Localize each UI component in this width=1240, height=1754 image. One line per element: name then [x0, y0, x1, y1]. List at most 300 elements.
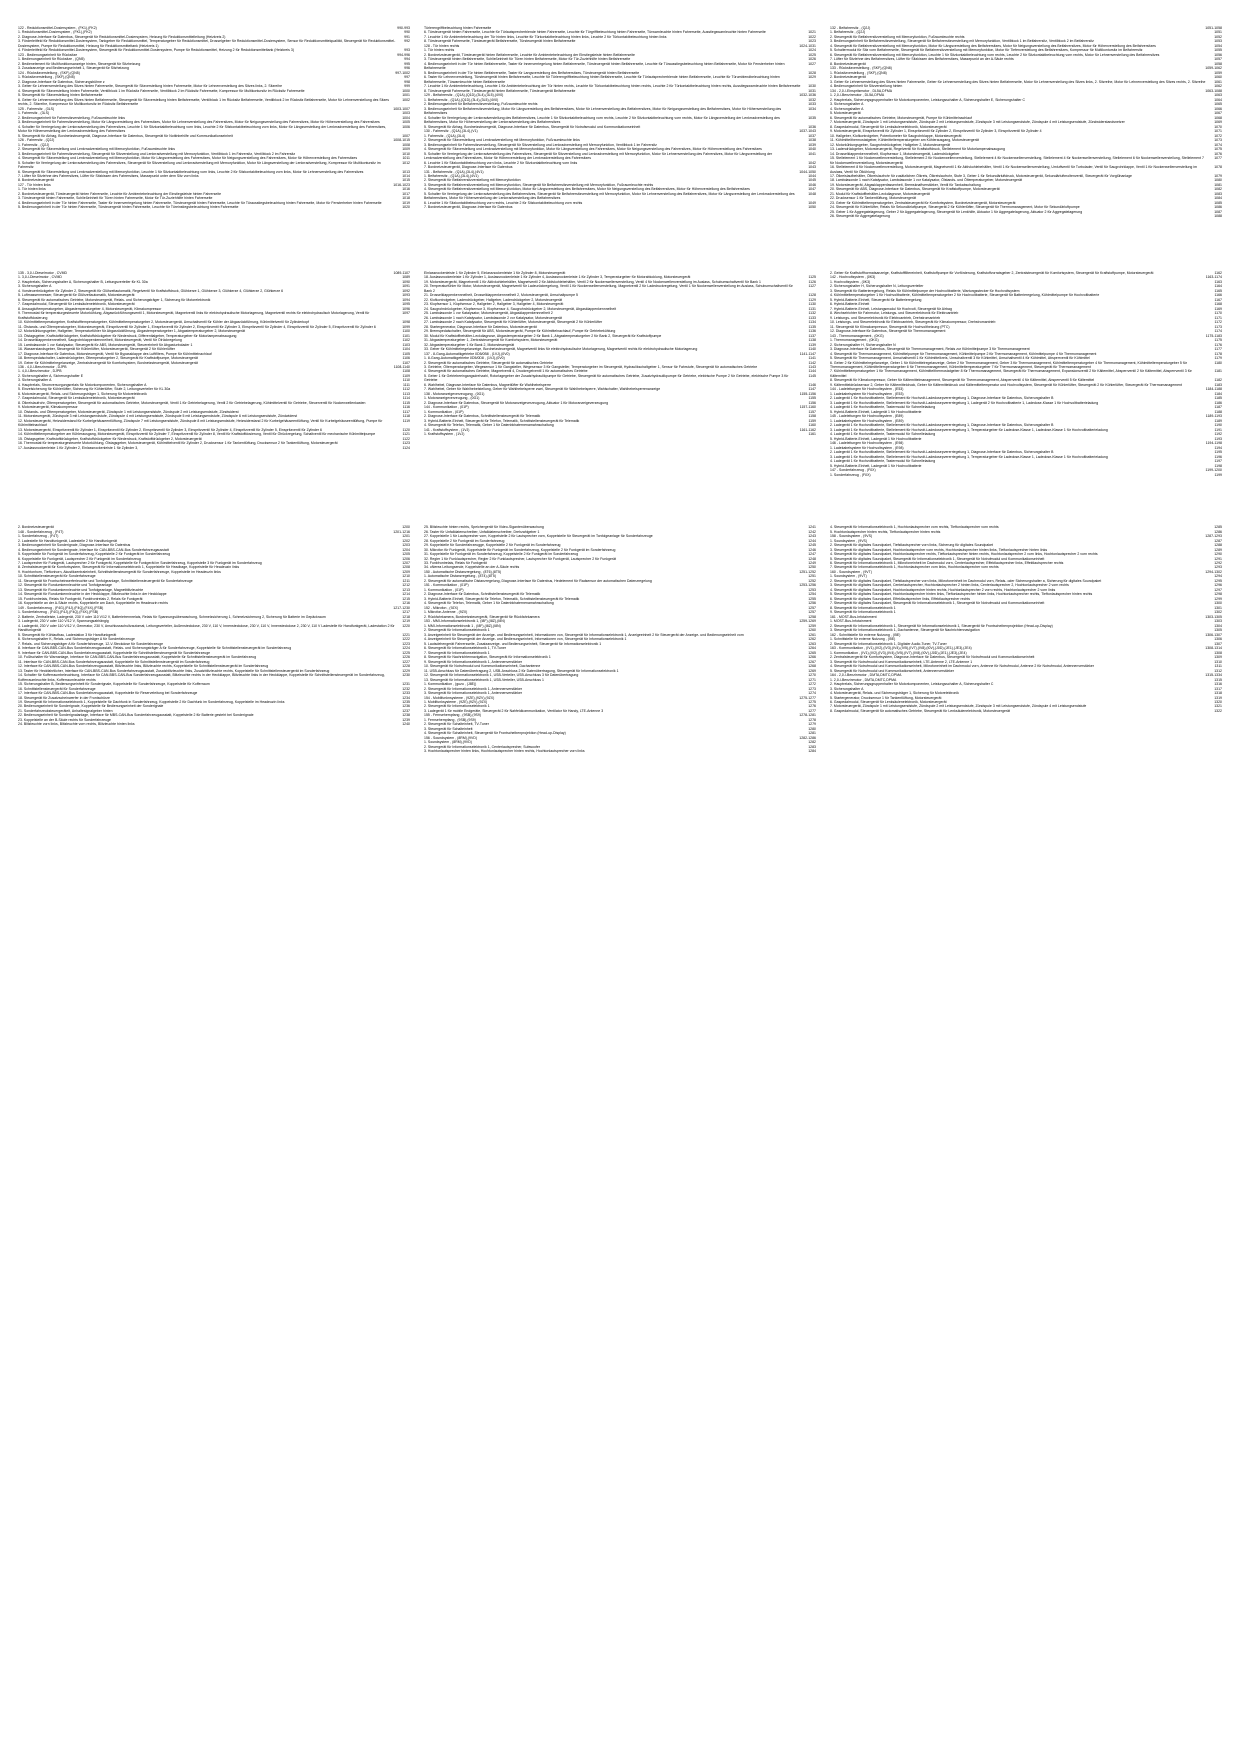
catalog-entry-page-number: 1277 — [808, 708, 816, 713]
catalog-entry-page-number: 1306 — [1214, 637, 1222, 642]
catalog-entry-label: 1. Hochvoltsystem , (0K3) — [830, 279, 871, 284]
catalog-entry-page-number: 1294 — [1214, 574, 1222, 579]
catalog-entry-label: 8. Interface für CAN-BBS-CAN-Bus Sonderfahrzeugausstatt, Relais- und Sicherungsträger A für Sonderfahrzeuge, Koppelstelle für Schnittstellensteuergerät im Sonderfahrzeug — [18, 646, 292, 651]
catalog-entry-label: 3. Steuergerät für Informationselektronik 1, Dachantenne, Steuergerät für Nachrichtennavigation — [830, 628, 980, 633]
catalog-entry-label: 2. Ladegerät 1 für Hochvoltbatterie, Stellelement für Hochvolt-Ladedosepvererriegelung 1, Diagnose-Interface für Datenbus, Sicherungshalter B — [830, 423, 1054, 428]
catalog-entry-label: 15. Lambdasonde 1 vor Katalysator, Steuergerät für ABS, Motorsteuergerät, Steuereinheit für Abgasturbolader 1 — [18, 342, 193, 347]
catalog-entry-label: 3. Steuergerät für Batterieregelung, Relais für Kühlmittelpumpe der Hochvoltbatterie, Wartungsstecker für Hochvoltsystem — [830, 288, 1020, 293]
catalog-entry-page-number: 1234 — [402, 695, 410, 700]
catalog-entry-page-number: 1016 — [402, 187, 410, 192]
catalog-entry-label: 3. Zusatzanzeige und Bedienungseinheit 1, Steuergerät für Sitzheizung — [18, 66, 129, 71]
catalog-entry-page-number: 1186 — [1214, 400, 1222, 405]
catalog-entry-page-number: 994 — [404, 57, 410, 62]
catalog-entry-label: 4. Steuergerät für Informationselektronik 1, Hochtonlautsprecher vorn rechts, Tieftonlautsprecher vorn rechts — [830, 525, 999, 530]
catalog-entry-page-number: 1165 — [1214, 288, 1222, 293]
catalog-entry-label: 8. Ansaugluftemperaturgeber, Abgastemperaturgeber 4, Motorsteuergerät, Klimakompressor — [18, 306, 162, 311]
catalog-entry-label: 5. Koppelstelle für Funkgerät im Sonderfahrzeug, Koppelstelle 2 für Funkgerät im Sonderfahrzeug — [18, 552, 171, 557]
catalog-entry-label: 5. Steuergerät für Notrufmodul und Kommunikationseinheit, Antennenverstärker — [830, 668, 954, 673]
catalog-entry-page-number: 1164 — [1214, 284, 1222, 289]
catalog-entry-label: 2. Bedienungseinheit für Beifahrersitzverstellung, Fußraumleuchte rechts — [424, 102, 538, 107]
catalog-entry-label: 3. Steuergerät für Beifahrersitzverstellung mit Memoryfunktion, Steuergerät für Beifahrersitzverstellung mit Memoryfunktion, Fußraumleuchte rechts — [424, 182, 654, 187]
catalog-entry-page-number: 1264 — [808, 646, 816, 651]
catalog-entry-label: 1. Thermomanagement , (0KG) — [830, 338, 879, 343]
catalog-entry-page-number: 1189 — [1214, 418, 1222, 423]
catalog-entry-label: 10. Fußtschalter für Warnanlage, Interface für CAN-BBS-CAN-Bus Sonderfahrzeugausstatt, Koppelstelle für Schnittstellensteuergerät im Sonderfahrzeug — [18, 655, 257, 660]
catalog-entry — [424, 205, 816, 209]
catalog-entry-page-number: 1007 — [402, 133, 410, 138]
catalog-entry-label: 4. Förderleitfeld für Reduktionsmittel-Dosiersystem, Steuergerät für Reduktionsmittel-Dosiersystem, Pumpe für Reduktionsmittel, Heizung 2 für Reduktionsmitteltank (Heizkreis 3) — [18, 48, 295, 53]
catalog-entry-page-number: 1125 — [808, 275, 816, 280]
catalog-entry-page-number: 1202 — [402, 538, 410, 543]
catalog-entry-label: 16. Schnittstellensteuergerät für Sonderfahrzeuge — [18, 686, 96, 691]
catalog-entry-label: 1. 3,0-l-Dieselmotor , CVMD — [18, 275, 62, 280]
catalog-entry-page-number: 1302 — [1214, 610, 1222, 615]
catalog-entry-label: 12. Interface für CAN-BBS-CAN-Bus Sonderfahrzeugausstatt, Blitzleuchte links, Blitzleuchte rechts, Koppelstelle für Schnittstellensteuergerät im Sonderfahrzeug — [18, 664, 269, 669]
catalog-entry-label: 3. Bedienungseinheit für Beifahrersitzverstellung, Steuergerät für Beifahrersitzverstellung mit Memoryfunktion, Ventilblock 1 im Beifahrersitz, Ventilblock 2 im Beifahrersitz — [830, 39, 1094, 44]
catalog-entry-label: 15. Funkfrontrelais, Relais für Funkgerät, Funkfrontrelais 2, Relais für Funkgerät — [18, 596, 143, 601]
catalog-entry-label: 31. Abgastemperaturgeber 1, Zentralsteuergerät für Komfortsystem, Motorsteuergerät — [424, 338, 558, 343]
catalog-entry-page-number: 1262 — [808, 637, 816, 642]
band-3-column-2 — [424, 525, 816, 754]
catalog-entry-label: 6. Steuergerät für Informationselektronik 1, Mikrofoneinheit im Dachmodul vorn, Centerlautsprecher, Effektlautsprecher links, Effektlautsprecher rechts — [830, 560, 1064, 565]
catalog-entry-label: 2. Steuergerät für Informationselektronik 1, Centerlautsprecher, Subwoofer — [424, 744, 541, 749]
catalog-entry-label: 4. Steuergerät für digitales Soundpaket, Hochtonlautsprecher hinten rechts, Hochtonlautsprecher 2 vorn rechts, Hochtonlautsprecher 2 vorn links — [830, 587, 1056, 592]
catalog-entry-label: 5. Motorsteuergerät — [830, 111, 861, 116]
catalog-entry-label: 4. Steuergerät für Sitzverstellung und Lenkrradverstellung mit Memoryfunktion, Motor für Längsverstellung des Fahrersitzes, Motor für Neigungsverstellung des Fahrersitzes, Motor für Höhenverstellung des Fahrersitzes — [18, 156, 358, 161]
catalog-entry-page-number: 1146 — [808, 382, 816, 387]
catalog-entry-label: 9. Steuergerät für Informationselektronik 1 — [830, 610, 896, 615]
catalog-entry-label: 1. Kommunikation , (01P) — [424, 409, 464, 414]
catalog-entry-label: 14. Drosselklappenkennnelheit, Saugrohrklappenkennnelheit, Motorsteuergerät, Ventil für Ölrückregelung — [18, 338, 182, 343]
catalog-entry-label: 3. Sicherungshalter A — [830, 686, 864, 691]
catalog-entry-page-number: 1238 — [402, 713, 410, 718]
catalog-entry-page-number: 1180 — [1214, 360, 1222, 365]
catalog-entry-page-number: 1068 — [1214, 115, 1222, 120]
catalog-entry-label: 8. Gaspedalmodul, Steuergerät für automatisches Getriebe, Steuergerät für Lenksäulenelektronik, Motorsteuergerät — [830, 708, 1011, 713]
catalog-entry-label: 10. Schnittstellensteuergerät für Sonderfahrzeuge — [18, 574, 96, 579]
catalog-entry-page-number: 1258 — [808, 614, 816, 619]
catalog-entry-page-number: 1315 — [1214, 677, 1222, 682]
catalog-entry-label: 132 - Beifahrersitz , (Q2J) — [830, 26, 871, 30]
catalog-entry-label: 135 - 3,0-l-Dieselmotor , CVMD — [18, 270, 67, 275]
catalog-entry-label: 144 - Ladeleitungen für Hochvoltsystem , (E53) — [830, 387, 904, 392]
catalog-entry-label: 4. Steuergerät für Telefon, Telematik, Geber 1 für Datenbkhaternenamahnschaltung — [424, 423, 554, 428]
catalog-entry — [18, 311, 410, 320]
catalog-entry-page-number: 1293 — [1214, 565, 1222, 570]
catalog-entry-label: 25. Lambdasonde 1 vor Katalysator, Motorsteuergerät, Abgasklappenkennnelheit 2 — [424, 311, 553, 316]
catalog-entry-page-number: 1141 — [808, 356, 816, 361]
catalog-entry-label: 22. Drucksensor 1 für Tankentlüftung, Motorsteuergerät — [830, 196, 917, 201]
catalog-entry-label: 141 - Kraftstoffsystem , (1VJ) — [424, 427, 470, 432]
catalog-entry-page-number: 1114 — [402, 396, 410, 401]
catalog-entry-page-number: 1183 — [1214, 382, 1222, 387]
catalog-entry-label: 23. Klopfsensor 1, Klopfsensor 2, Hallgeber 2, Hallgeber 3, Hallgeber 4, Motorsteuergerät — [424, 302, 564, 307]
catalog-entry-page-number: 998 — [404, 79, 410, 84]
catalog-entry-page-number: 1232 — [402, 686, 410, 691]
catalog-entry-page-number: 1187 — [1214, 405, 1222, 410]
catalog-entry-label: 7. Lüfter für Sitzlehne des Fahrersitzes, Lüfter für Sitzkissen des Fahrersitzes, Massepunkt unter dem Sitz vorn links — [18, 173, 199, 178]
catalog-entry — [18, 673, 410, 682]
catalog-entry-label: 1. Sonderfahrzeug , (F0X) — [830, 472, 871, 477]
catalog-entry-page-number: 1278-1281 — [799, 713, 816, 718]
catalog-entry-label: 9. Hochtonhorn, Tieftonhorn, Akustikzentraleinheit, Schnittstellensteuergerät für Sonderfahrzeuge, Koppelstelle im Headeuzin links — [18, 569, 221, 574]
catalog-entry-label: 5. Steuergerät für digitales Soundpaket, Hochtonlautsprecher hinten links, Tieftonlautsprecher hinten links, Hochtonlautsprecher rechts, Tieftonlautsprecher hinten rechts — [830, 592, 1093, 597]
catalog-entry-page-number: 1212 — [402, 583, 410, 588]
catalog-entry-label: 6. Motorsteuergerät, Relais- und Sicherungsträger 1, Sicherung für Motorelektronik — [18, 391, 147, 396]
catalog-entry-label: 4. Steuergerät für Sitzverstellung hinten Fahrerseite, Ventilblock 1 im Rücksitz Fahrerseite, Ventilblock 2 im Rücksitz Fahrerseite, Kompressor für Multikontursitz im Rücksitz Fahrerseite — [18, 88, 305, 93]
catalog-entry-page-number: 1251-1252 — [799, 569, 816, 574]
catalog-entry-label: 6. Wahlhebel, Diagnose-Interface für Datenbus, Magnetlüfter für Wahlhebelsperre — [424, 382, 552, 387]
catalog-entry-label: 1. Tür hinten links — [18, 187, 46, 192]
catalog-entry-label: 30. Modul für Kraftstoffbehälter-Leckdiagnose, Abgastemperaturgeber 2 für Bank 1, Abgastemperaturgeber 2 für Bank 2, Steuergerät für Kraftstoffpumpe — [424, 333, 662, 338]
catalog-entry-label: 2. Steuergerät für Informationselektronik 1, Steuergerät für Informationselektronik 1, Steuergerät für Frontscheibenprojektion (Head-up-Display) — [830, 623, 1053, 628]
catalog-entry-page-number: 1174 — [1214, 329, 1222, 334]
catalog-entry-label: 4. Sicherungshalter A — [830, 106, 864, 111]
catalog-entry-label: 2. Ladegerät 1 für Hochvoltbatterie, Stellelement für Hochvolt-Ladedosepvererriegelung 1, Diagnose-Interface für Datenbus, Sicherungshalter B — [830, 396, 1054, 401]
catalog-entry-page-number: 1075 — [1214, 147, 1222, 152]
catalog-entry-page-number: 1253-1256 — [799, 583, 816, 588]
catalog-entry-label: 2. Bordnetzsteuergerät — [830, 75, 866, 80]
catalog-entry — [18, 161, 410, 170]
catalog-entry-page-number: 1226 — [402, 655, 410, 660]
catalog-entry-page-number: 1096 — [402, 306, 410, 311]
catalog-entry-page-number: 990-993 — [397, 26, 410, 30]
catalog-entry-label: 7. Leuchte 1 für Ambientebeleuchtung der Tür hinten links, Leuchte für Türkontaktbeleuchtung hinten links, Leuchte 2 für Türkontaktbeleuchtung hinten links — [424, 34, 667, 39]
catalog-entry-page-number: 1315-1334 — [1205, 673, 1222, 678]
catalog-entry-label: 3. Steuergerät für digitales Soundpaket, Hochtonlautsprecher vorn rechts, Hochtonlautsprecher hinten links, Tieftonlautsprecher hinten links — [830, 547, 1048, 552]
catalog-entry-page-number: 1099 — [402, 324, 410, 329]
catalog-entry-page-number: 1112 — [402, 387, 410, 392]
catalog-entry-page-number: 1271 — [808, 677, 816, 682]
catalog-entry-label: 6. Steuergerät für Informationselektronik 1, TV-Tuner — [424, 646, 507, 651]
band-2-column-3 — [830, 271, 1222, 477]
catalog-entry-label: 137 - 8-Gang-Automatikgetriebe 0D5/0B8 , (1VJ),(0V0) — [424, 351, 510, 356]
catalog-entry-page-number: 1019 — [402, 200, 410, 205]
catalog-entry-page-number: 1311 — [1214, 664, 1222, 669]
catalog-entry-label: 7. Gaspedalmodul, Steuergerät für Lenksäulenelektronik, Motorsteuergerät — [18, 302, 135, 307]
catalog-entry-page-number: 1184-1188 — [1205, 387, 1222, 392]
catalog-entry-page-number: 1031 — [808, 88, 816, 93]
catalog-entry-label: 14. Drosselklappenkennnelheit, Klopfsensor 1, Motorsteuergerät, Ladendrückgeber — [830, 151, 960, 156]
catalog-entry-page-number: 1272 — [808, 682, 816, 687]
catalog-entry-label: 28. Startergenerator, Diagnose-Interface für Datenbus, Motorsteuergerät — [424, 324, 537, 329]
catalog-entry-label: 154 - Mobilfunknsysteme , (9ZE),(9ZV),(9ZX) — [424, 695, 495, 700]
catalog-entry-label: 3. Getriebe, Öltemperaturgeber, Wegesensor 1 für Gangsteller, Wegesensor 3 für Gangsteller, Temperaturgeber im Steuergerät, Hydraulikschaltgeber 1, Sensor für Fahrstufe, Steuergerät für automatisches Getriebe — [424, 365, 758, 369]
catalog-entry-label: 12. Steuergerät für Rundumkennleuchte und Tonfolgeanlage — [18, 583, 112, 588]
catalog-entry-label: 2. Steuergerät für Beifahrersitzverstellung mit Memoryfunktion, Fußraumleuchte rechts — [830, 34, 965, 39]
catalog-entry-label: Einlassnockenleiste 1 für Zylinder 5, Einlassnockenleiste 1 für Zylinder 8, Motorsteuergerät — [424, 270, 566, 275]
catalog-entry-page-number: 1106 — [402, 356, 410, 361]
catalog-entry-label: 3. Sicherungshalter A — [18, 284, 52, 289]
catalog-entry-label: 6. Steuergerät für automatisches Getriebe, Motorsteuergerät, Relais- und Sicherungsträger 1, Sicherung für Motorelektronik — [18, 297, 211, 302]
catalog-entry-label: 2. Sicherungshalter H, Sicherungshalter N, Leitungsverteiler — [830, 284, 924, 289]
catalog-entry — [830, 214, 1222, 218]
catalog-entry-label: 2. Steuergerät für automatisches Getriebe, Steuergerät für automatisches Getriebe — [424, 360, 553, 365]
catalog-entry-page-number: 1034 — [808, 106, 816, 111]
catalog-entry-page-number: 1126 — [808, 279, 816, 284]
catalog-entry-label: 14. Steuergerät für Rundumkennleuchte in der Heckklappe, Blitzleuchte links in der Heckklappe — [18, 592, 167, 597]
catalog-entry-page-number: 1185 — [1214, 396, 1222, 401]
catalog-entry-label: 17. Ölkreislaufbehälter, Ölkreislaufrohr für zusätzlichen Ölkreis, Ölkreislaufrohr, Stufe 3, Geber 1 für Sekundärluftdruck, Motorsteuergerät, Sekundärluftmoltenventil, Steuergerät für Vorglühanlage — [830, 173, 1132, 178]
catalog-entry-label: 1. Fernsehempfang , (9SB),(9S9) — [424, 717, 476, 722]
band-3 — [18, 525, 1222, 754]
catalog-entry-label: 143 - Thermomanagement , (0KG) — [830, 333, 884, 338]
catalog-entry-label: 10. Ölstands- und Öltemperaturgeber, Motorsteuergerät, Zündspule 1 mit Leistungsendstufe, Zündspule 2 mit Leistungsendstufe, Zündwiderst — [18, 409, 239, 414]
catalog-entry-label: 12. Motorkühlungsgeber, Hallgeber, Temperaturfühler für Abgasrückführung, Abgastemperaturgeber 1, Abgastemperaturgeber 2, Motorsteuergerät — [18, 329, 246, 334]
catalog-entry-label: 1. Rücksitzverstellung , (SKF),(QN5) — [18, 75, 75, 80]
catalog-entry-label: 124 - Rücksitzverstellung , (SKF),(QN5) — [18, 70, 80, 75]
catalog-entry-label: 146 - Ladeleitungen für Hochvoltsystem , (E98) — [830, 441, 904, 446]
catalog-entry-page-number: 1047 — [808, 187, 816, 192]
catalog-entry-page-number: 1276 — [808, 704, 816, 709]
catalog-entry-page-number: 1079 — [1214, 173, 1222, 178]
catalog-entry — [424, 374, 816, 383]
catalog-entry-page-number: 1102 — [402, 338, 410, 343]
catalog-entry-page-number: 997-1002 — [395, 70, 410, 75]
catalog-entry-label: 2. Diagnose-Interface für Datenbus, Schnittstellensteuergerät für Telematik — [424, 414, 541, 419]
catalog-entry-label: 4. Steuergerät für digitales Soundpaket, Hochtonlautsprecher rechts, Tieftonlautsprecher hinten rechts, Hochtonlautsprecher 2 vorn links, Hochtonlautsprecher 2 vorn rechts — [830, 552, 1098, 557]
catalog-entry-label: 4. Bedienungseinheit für Sitzverstellung hinten — [830, 84, 903, 89]
catalog-entry-label: 125 - Fahrersitz , (3LS) — [18, 106, 55, 111]
catalog-entry-page-number: 1253 — [808, 587, 816, 592]
catalog-entry-page-number: 1147 — [808, 387, 816, 392]
catalog-entry-page-number: 1116 — [402, 405, 410, 410]
catalog-entry-label: 7. Motorsteuergerät, Zündspule 1 mit Leistungsendstufe, Zündspule 2 mit Leistungsendstufe, Zündspule 3 mit Leistungsendstufe, Zündspule 4 mit Leistungsendstufe, Zündwiderstandsnetzer — [830, 120, 1125, 125]
catalog-entry — [424, 749, 816, 753]
catalog-entry-page-number: 1011 — [402, 156, 410, 161]
catalog-entry-label: 2. Steuergerät für Sitzverstellung und Lenkradverstellung mit Memoryfunktion, Fußraumleuchte links — [424, 138, 580, 143]
catalog-entry-label: 1. Fahrersitz , (Q2J) — [18, 142, 50, 147]
catalog-entry-label: 1. Fahrersitz , (Q1A),(3L4) — [424, 133, 466, 138]
catalog-entry-label: 5. Hybrid-Batterie-Einheit, Ladegerät 1 für Hochvoltbatterie — [830, 463, 922, 468]
catalog-entry-page-number: 1163-1174 — [1205, 275, 1222, 280]
catalog-entry-label: 9. Leistungs- und Steuerelektronik für Elektroantrieb, Drehstromantrieb — [830, 315, 941, 320]
catalog-entry-page-number: 1030 — [808, 84, 816, 89]
catalog-entry-label: 11. Interface für CAN-BBS-CAN-Bus Sonderfahrzeugausstatt, Koppelstelle für Schnittstellensteuergerät im Sonderfahrzeug — [18, 659, 210, 664]
catalog-entry-label: 33. Funkfrontrelais, Relais für Funkgerät — [424, 560, 487, 565]
catalog-entry-page-number: 1089 — [402, 275, 410, 280]
catalog-entry-page-number: 1108 — [402, 369, 410, 374]
catalog-entry-label: 8. Wechselrichter für Fahrmotor, Leistungs- und Steuerelektronik für Elektroantrieb — [830, 311, 959, 316]
catalog-entry-label: 16. Stellelement 8 für Nockenwellenverstellung, Motorsteuergerät, Magnetventil 1 für Aktivkohlebehälter, Ventil 1 für Nockenwellenverstellung, Umluftventil für Turbolader, Ventil für Saugrohrklappe, Ventil 1 für Nockenwellenverstellung im Auslass, Ventil für Ölkühlung — [830, 165, 1198, 174]
catalog-entry-page-number: 1208 — [402, 565, 410, 570]
catalog-entry-label: 147 - Sonderfahrzeug , (F0X) — [830, 468, 876, 473]
catalog-entry-page-number: 1197 — [1214, 459, 1222, 464]
catalog-entry-label: 5. Luftmassenmesser, Steuergerät für Glühzeitautomatik, Motorsteuergerät — [18, 293, 135, 298]
catalog-entry-page-number: 1177 — [1214, 347, 1222, 352]
catalog-entry-label: 24. Blitzleuchte vorn links, Blitzleuchte vorn rechts, Blitzleuchte hinten links — [18, 722, 135, 727]
catalog-entry-page-number: 1091 — [402, 284, 410, 289]
catalog-entry-page-number: 1155-1156 — [799, 391, 816, 396]
catalog-entry-label: 2. Steuergerät für Informationselektronik 1, Digitaler Audio-Tuner, TV-Tuner — [830, 641, 947, 646]
catalog-entry-page-number: 1006 — [402, 124, 410, 129]
catalog-entry-page-number: 1223 — [402, 641, 410, 646]
catalog-entry-page-number: 1158 — [808, 414, 816, 419]
band-1-column-1 — [18, 26, 410, 210]
catalog-entry-label: 34. oNerea Leitungsende, Koppelstelle an der A-Säule rechts — [424, 565, 520, 570]
catalog-entry-label: 138 - Motoranzeigeverzeugung , (0G1) — [424, 391, 485, 396]
catalog-entry-page-number: 1201 — [402, 534, 410, 539]
catalog-entry-label: 4. Schalter für Verriegelung der Lenkrradverstellung des Fahrersitzes, Leuchte 1 für Sitzkontaktbeleuchtung vorn links, Leuchte 2 für Sitzkontaktbeleuchtung vorn links, Motor für Längsverstellung der Lenkrradverstellung des Fahrersitzes, Motor für Höhenverstellung der Lenkrradverstellung des Fahrersitzes — [18, 124, 387, 134]
catalog-entry-label: 8. Steuergerät für Informationselektronik 1 — [830, 605, 896, 610]
catalog-entry-label: 18. Auslassnockenleiste 1 für Zylinder 1, Auslassnockenleiste 1 für Zylinder 4, Auslassnockenleiste 1 für Zylinder 3, Temperaturgeber für Motorabkoklung, Motorsteuergerät — [424, 275, 691, 280]
catalog-entry-label: 1. 4,0-l-Benzinmotor , DJPB — [18, 369, 62, 374]
catalog-entry-page-number: 1260 — [808, 628, 816, 633]
catalog-entry-page-number: 1206 — [402, 556, 410, 561]
catalog-entry-label: 11. Steuergerät für Frontscheinwerferleuchte und Tonfolgeanlage, Schnittstellensteuergerät für Sonderfahrzeuge — [18, 578, 193, 583]
catalog-entry — [424, 62, 816, 71]
catalog-entry-label: 3. Steuergerät für digitales Soundpaket, Centerlautsprecher, Hochtonlautsprecher 2 hinten links, Centerlautsprecher 2, Hochtonlautsprecher 2 vorn rechts — [830, 583, 1069, 588]
band-separator-1 — [18, 219, 1222, 271]
catalog-entry-page-number: 1157 — [808, 409, 816, 414]
catalog-entry-page-number: 1097 — [402, 311, 410, 316]
catalog-entry-label: 11. Motorsteuergerät, Zündspule 3 mit Leistungsendstufe, Zündspule 4 mit Leistungsendstufe, Zündspule 5 mit Leistungsendstufe, Zündspule 6 mit Leistungsendstufe, Zündwiderst — [18, 414, 298, 419]
catalog-entry-label: 1. Sonderfahrzeug , (F4G),(F4J),(F4Q),(F4X),(FSB) — [18, 610, 99, 615]
catalog-entry-label: 21. Modul für Kraftstoffbehälter-Leckdiagnose, Motorsteuergerät — [830, 191, 930, 196]
catalog-entry-page-number: 1108-1140 — [393, 365, 410, 369]
catalog-entry-label: 1. Beifahrersitz , (Q2J) — [830, 30, 866, 35]
catalog-entry — [830, 361, 1222, 370]
catalog-entry-label: 7. Wahlhebel, Geber für Wahlhebelstellung, Geber für Wahlhebelsperre zwei, Steuergerät für Wahlhebelsperre, Wahlschalter, Wahlhebelsperrenanzeige — [424, 387, 661, 392]
catalog-entry-label: 1. Automatische Distanzregelung , (8T4),(8T5) — [424, 574, 497, 579]
catalog-entry-label: 4. Steuergerät für automatisches Getriebe, Magnetventil 4, Druckregelventil 1 für automatisches Getriebe — [424, 369, 588, 374]
catalog-entry-page-number: 1120 — [402, 427, 410, 432]
catalog-entry-page-number: 1029 — [808, 75, 816, 80]
catalog-entry-label: 4. Hauptrelais, Stromversorgungsrelais für Motorkomponenten, Sicherungshalter A — [18, 382, 147, 387]
catalog-entry-label: 13. Steuergerät für Rundumkennleuchte und Tonfolgeanlage, Magnetblitzleuchte — [18, 587, 144, 592]
catalog-entry-label: 153 - MMI-Informationselektronik 1, (I8F),(I8Z),(I8N) — [424, 619, 505, 624]
catalog-entry-label: 2. Bedienelement für Multifunktionsanzeige hinten, Steuergerät für Sitzheizung — [18, 61, 141, 66]
catalog-entry-label: 2. Sicherungshalter H, Sicherungshalter N — [830, 342, 896, 347]
catalog-entry-label: 7. Leuchte 1 für Ambientebeleuchtung, Leuchte 1 für Ambientebeleuchtung der Tür hinten rechts, Leuchte für Türkontaktbeleuchtung hinten rechts, Leuchte 2 für Türkontaktbeleuchtung hinten rechts, Ausstiegswarnleuchte hinten Beifahrerseite — [424, 84, 801, 89]
catalog-entry-label: 4. Ladegerät 1 für Hochvoltbatterie, Tastermodul für Schnelleladung — [830, 432, 936, 437]
catalog-entry-page-number: 1257 — [808, 610, 816, 615]
catalog-entry-label: 3. Bedienungseinheit für Fahrersitzverstellung, Steuergerät für Sitzverstellung und Lenkrradverstellung mit Memoryfunktion, Ventilblock 1 im Fahrersitz, Ventilblock 2 im Fahrersitz — [18, 151, 296, 156]
catalog-entry-page-number: 1142 — [808, 360, 816, 365]
catalog-entry — [424, 432, 816, 436]
catalog-entry — [424, 75, 816, 84]
catalog-entry-page-number: 1236 — [402, 704, 410, 709]
catalog-entry-label: 16. Thermostat für temperaturgesteuerte Motorkühlung, Ölstagsgeber, Motorsteuergerät, Kühlmittelventil für Zylinder 2, Drucksensor 1 für Tankentlüftung, Drucksensor 2 für Tankentlüftung, Motorsteuergerät — [18, 441, 338, 446]
catalog-entry-label: 3. Türsteuergerät hinten Beifahrerseite, Schließeinheit für Türen hinten Beifahrerseite, Motor für Tür-Zuziehhilfe hinten Beifahrerseite — [424, 57, 631, 62]
catalog-entry-label: 11. Kühlmittelthermostatgeber, Kühlmitteltemperaturgeber am Kühlerausgang, Motorsteuergerät — [830, 138, 979, 143]
catalog-entry-label: 136 - 4,0-l-Benzinmotor , DJPB — [18, 365, 67, 369]
catalog-entry-page-number: 1286 — [1214, 529, 1222, 534]
catalog-entry-page-number: 1027 — [808, 61, 816, 66]
catalog-entry-page-number: 1110 — [402, 378, 410, 383]
catalog-entry-page-number: 1321 — [1214, 704, 1222, 709]
catalog-entry-page-number: 1145 — [808, 373, 816, 378]
catalog-entry-label: 2. Diagnose-Interface für Datenbus, Schnittstellensteuergerät für Telematik — [424, 592, 541, 597]
catalog-entry-page-number: 1060 — [1214, 75, 1222, 80]
catalog-entry-page-number: 1038 — [808, 138, 816, 143]
catalog-entry-label: 3. Steuergerät für Notrufmodul und Kommunikationseinheit, LTE-Antenne 2, LTE-Antenne 1 — [830, 659, 973, 664]
catalog-entry-page-number: 1061 — [1214, 79, 1222, 84]
catalog-entry-page-number: 1203 — [402, 543, 410, 548]
catalog-entry-label: 4. Steuergerät für Telefon, Telematik, Geber 1 für Datenbkhaternenamahnschaltung — [424, 601, 554, 606]
catalog-entry-label: 9. Motorsteuergerät, Klimakompressor — [18, 405, 78, 410]
catalog-entry — [18, 722, 410, 726]
catalog-entry-page-number: 1172 — [1214, 320, 1222, 325]
catalog-entry-page-number: 1287 — [1214, 538, 1222, 543]
catalog-entry-label: 1. MMI-Informationselektronik 1 , (I8F),(I8Z),(I8N) — [424, 623, 501, 628]
catalog-entry-label: 1. Kommunikation , (IV1),(IV2),(IV3),(IV4),(IV5),(IV7),(IV8),(I0V),(J0D),(JE1),(JE3),(JE4) — [830, 650, 967, 655]
catalog-entry-page-number: 1129 — [808, 297, 816, 302]
catalog-entry-page-number: 1237 — [402, 708, 410, 713]
catalog-entry-label: 158 - Soundsystem , (9VS) — [830, 534, 873, 539]
catalog-entry-page-number: 1139 — [808, 342, 816, 347]
catalog-entry-label: 15. Sicherungshalter B, Bedienungseinheit für Sonderignale, Koppelstelle für Sonderfahrzeuge, Koppelstelle für Kofferraum — [18, 682, 210, 687]
catalog-entry-page-number: 1157-1160 — [799, 405, 816, 410]
catalog-entry-page-number: 1107 — [402, 360, 410, 365]
catalog-entry-label: 20. Temperaturfühler für Motor, Motorsteuergerät, Magnetventil für Ladeurückregelung, Ventil 1 für Nockenwellenverstellung, Magnetventil 2 für Ladedruckregelung, Ventil 1 für Nockenwellenverstellung im Auslass, Schubumschaltventil für Bank 2 — [424, 284, 793, 293]
catalog-entry-label: 13. Taster für Heckfahrtlicher, Interface für CAN-BBS-CAN-Bus Sonderfahrzeugausstatt, Zusatzblitzleuchte links, Zusatzblitzleuchte rechts, Koppelstelle für Schnittstellensteuergerät im Sonderfahrzeug — [18, 668, 330, 673]
catalog-entry-label: 2. Bordnetzsteuergerät, Türsteuergerät hinten Fahrerseite, Leuchte für Ambientebeleuchtung der Einstiegsleiste hinten Fahrerseite — [18, 191, 222, 196]
catalog-entry-page-number: 1083 — [1214, 191, 1222, 196]
catalog-entry-label: 2. Batterie, Zentralleiste, Ladegerät, 230 V oder 110 V/12 V, Batterietrennrelais, Relais für Spannungsüberwachung, Schmelzsicherung 1, Schmelzsicherung 2, Sicherung für Batterie im Gepäckraum — [18, 614, 326, 619]
catalog-entry-label: 7. Steuergerät für Informationselektronik 1 — [424, 650, 490, 655]
catalog-entry-page-number: 1058 — [1214, 61, 1222, 66]
catalog-entry-label: 33. Geber für Kühlmittelregelanzeige, Bordnetzsteuergerät, Magnetventil links für elektrohydraulische Motorlagerung, Magnetventil rechts für elektrohydraulische Motorlagerung — [424, 347, 698, 352]
catalog-entry-page-number: 1001 — [402, 93, 410, 98]
catalog-entry-label: 128 - Tür hinten rechts — [424, 43, 460, 48]
catalog-entry-page-number: 1040 — [808, 147, 816, 152]
band-2-column-2 — [424, 271, 816, 437]
catalog-entry-page-number: 1178 — [1214, 351, 1222, 356]
catalog-entry-page-number: 1205 — [402, 552, 410, 557]
catalog-entry-page-number: 1041 — [808, 151, 816, 156]
catalog-entry-label: 13. Ladendrückgeber, Motorsteuergerät, Regelventil für Kraftstoffdruck, Stellelement für Motorlampenabsaugung — [830, 147, 1005, 152]
catalog-entry-label: 1. Mobilfunksysteme , (9ZE),(9ZV),(9ZX) — [424, 700, 488, 704]
catalog-entry-page-number: 1055 — [1214, 48, 1222, 53]
catalog-entry-label: 151 - Kommunikation , (01P) — [424, 583, 469, 588]
catalog-entry-label: 4. Bedienungseinheit in der Tür hinten Beifahrerseite, Taster für Innenverriegelung hinten Beifahrerseite, Türsteuergerät hinten Beifahrerseite, Leuchte für Türausstiegsbeleuchtung hinten Beifahrerseite, Motor für Fensterheber hinten Beifahrerseite — [424, 61, 785, 71]
catalog-entry-page-number: 1003 — [402, 111, 410, 116]
catalog-entry-page-number: 991 — [404, 34, 410, 39]
catalog-entry-page-number: 1175 — [1214, 338, 1222, 343]
catalog-entry-label: 19. Motorsteuergerät, Magnetventil 1 für Aktivkohlebehälter, Magnetventil 2 für Aktivkohlebehälter, Ventil 2 für Nockenwellenverstellung, Ventil 4 für Nockenwellenverstellung im Auslass, Schubumschaltventil für Bank 1 — [424, 279, 761, 284]
catalog-entry-label: 16. Wasserstandsgeber, Steuergerät für Kühlerlüfter, Motorsteuergerät, Steuergerät 2 für Kühlerlüfter — [18, 347, 175, 352]
catalog-entry-label: 1. Ladekabelsystem für Hochvoltsystem , (E53) — [830, 391, 904, 396]
catalog-entry-page-number: 1046 — [808, 182, 816, 187]
band-separator-2 — [18, 477, 1222, 525]
catalog-entry-label: 3. Ladegerät 1 für Hochvoltbatterie, Stellelement für Hochvolt-Ladedosepvererriegelung 1, Temperaturgeber für Ladedose-Klasse 1, Ladedose-Klasse 1 für Hochvoltbatterieladung — [830, 427, 1108, 432]
catalog-entry — [424, 107, 816, 116]
catalog-entry-label: 5. Hybrid-Batterie-Einheit, Ladegerät 1 für Hochvoltbatterie — [830, 436, 922, 441]
catalog-entry-label: 20. Bedienungseinheit für Sonderignale, Koppelstelle für Bedienungseinheit der Sonderignale — [18, 704, 164, 709]
catalog-entry-label: 155 - Fernsehempfang , (9SB),(9S9) — [424, 713, 481, 718]
catalog-entry-page-number: 1251 — [808, 574, 816, 579]
catalog-entry-label: 2. Ladegerät 1 für Hochvoltbatterie, Stellelement für Hochvolt-Ladedosepvererriegelung 1, Diagnose-Interface für Datenbus, Sicherungshalter B — [830, 450, 1054, 455]
catalog-entry-label: 133 - Rücksitzverstellung , (SKF),(QN8) — [830, 66, 892, 71]
catalog-entry-label: 27. Lambdasonde 2 nach Katalysator, Steuergerät für Kühlerlüfter, Motorsteuergerät, Steuergerät 2 für Kühlerlüfter — [424, 320, 603, 325]
catalog-entry-label: 4. Steuergerät für Notrufmodul und Kommunikationseinheit, Mikrofoneinheit im Dachmodul vorn, Antenne für Notrufmodul, Antenne 2 für Notrufmodul, Antennenverstärker — [830, 664, 1094, 669]
catalog-entry-page-number: 1137 — [808, 333, 816, 338]
catalog-entry-label: 19. Steuergerät für Informationselektronik 1, Koppelstelle für Dachfunk in Sonderfahrzeug, Koppelstelle 2 für Dachfunk im Sonderfahrzeug, Koppelstelle im Headeuzin links — [18, 700, 285, 704]
catalog-entry-label: 6. Sicherungshalter K, Relais- und Sicherungsträger A für Sonderfahrzeuge — [18, 637, 135, 642]
catalog-entry-page-number: 1244 — [808, 538, 816, 543]
catalog-entry — [18, 98, 410, 107]
catalog-entry-page-number: 1217-1230 — [393, 605, 410, 610]
catalog-entry-page-number: 1322 — [1214, 708, 1222, 713]
catalog-entry-page-number: 1166 — [1214, 293, 1222, 298]
catalog-entry-label: 1. Bedienungseinheit für Rücksitze , (QN5) — [18, 57, 85, 62]
catalog-entry-label: 1. Motoranzeigeverzeugung , (0G1) — [424, 396, 480, 401]
catalog-entry-page-number: 1024-1031 — [799, 43, 816, 48]
catalog-entry-page-number: 1023 — [808, 39, 816, 44]
catalog-entry-label: 1. Ladekabelsystem für Hochvoltsystem , (E98) — [830, 445, 904, 450]
catalog-entry-label: 1. Fahrersitz , (3LS) — [18, 111, 50, 116]
